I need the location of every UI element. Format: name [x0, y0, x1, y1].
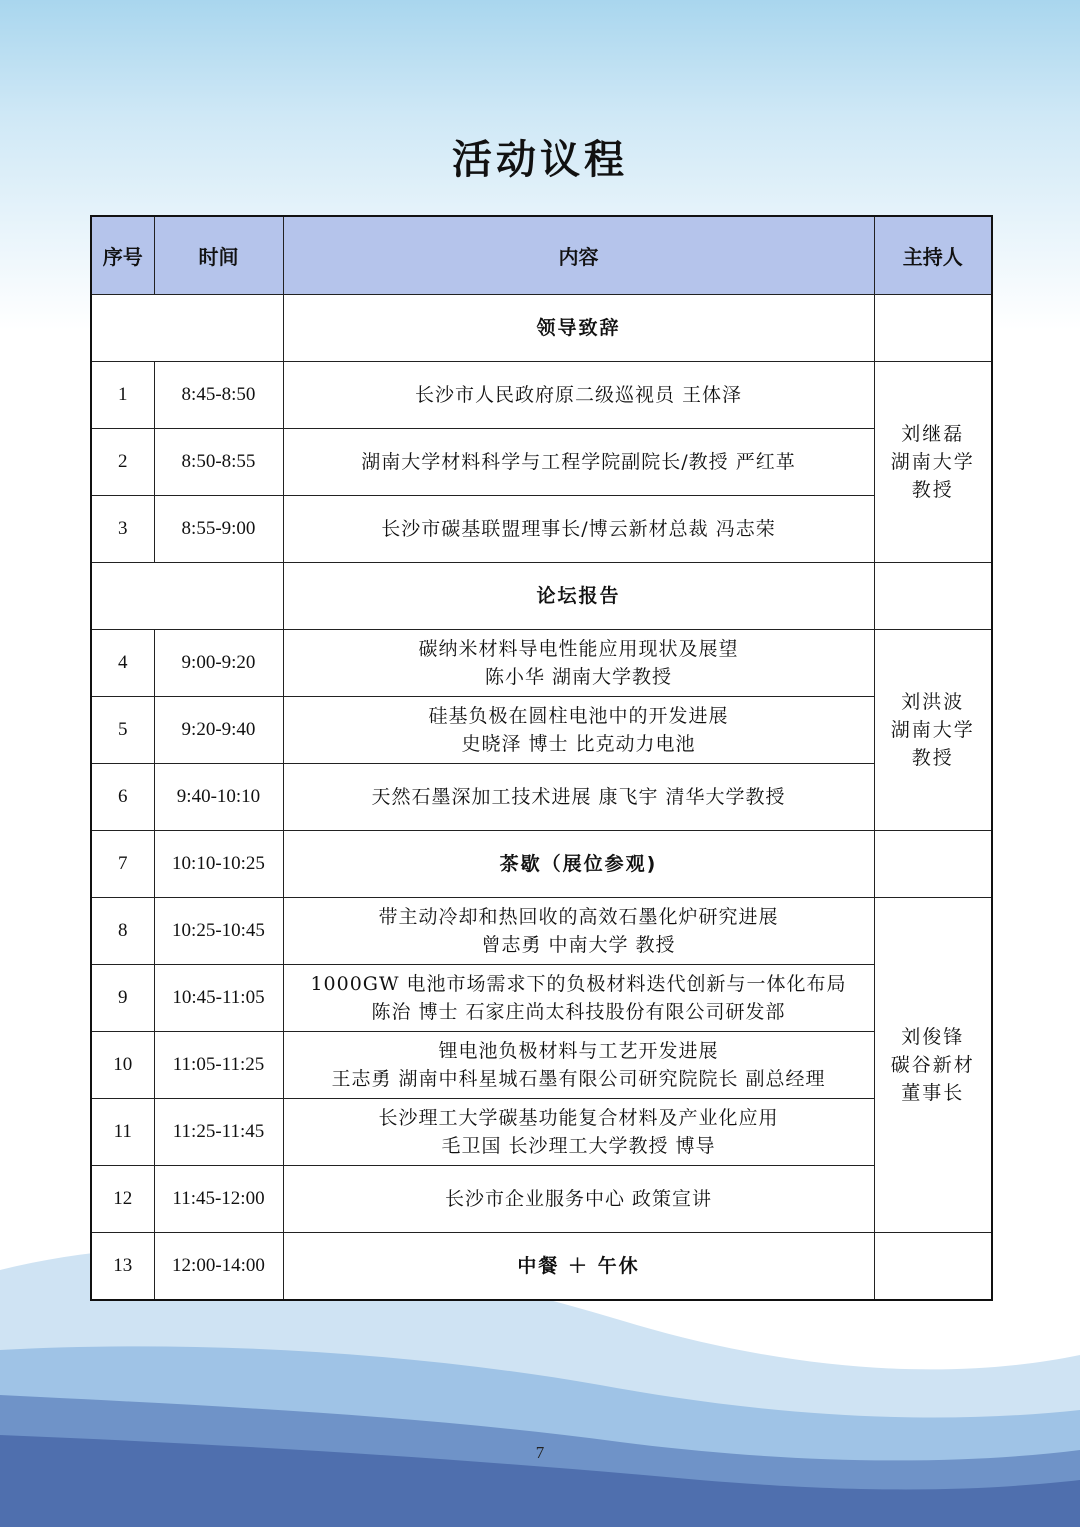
table-header-row — [91, 216, 992, 295]
table-row — [91, 1032, 992, 1099]
row-content: 茶歇（展位参观) — [283, 831, 874, 898]
row-time: 11:25-11:45 — [154, 1099, 283, 1166]
row-content: 中餐 ＋ 午休 — [283, 1233, 874, 1301]
host-name: 刘俊锋 — [901, 1026, 965, 1048]
row-num: 11 — [91, 1099, 154, 1166]
host-role: 教授 — [911, 479, 954, 501]
row-content: 硅基负极在圆柱电池中的开发进展 史晓泽 博士 比克动力电池 — [283, 697, 874, 764]
row-num: 2 — [91, 429, 154, 496]
host-org: 碳谷新材 — [890, 1054, 975, 1076]
page-title: 活动议程 — [452, 137, 628, 183]
row-content: 长沙市企业服务中心 政策宣讲 — [283, 1166, 874, 1233]
host-org: 湖南大学 — [890, 719, 975, 741]
table-row — [91, 1233, 992, 1301]
row-num: 4 — [91, 630, 154, 697]
row-num: 6 — [91, 764, 154, 831]
table-row — [91, 697, 992, 764]
row-num: 10 — [91, 1032, 154, 1099]
table-row — [91, 362, 992, 429]
header-host: 主持人 — [874, 216, 992, 295]
section-title: 领导致辞 — [283, 295, 874, 362]
row-content: 1000GW 电池市场需求下的负极材料迭代创新与一体化布局 陈治 博士 石家庄尚太科技股份有限公司研发部 — [283, 965, 874, 1032]
host-cell — [874, 898, 992, 1233]
table-row — [91, 898, 992, 965]
row-time: 9:00-9:20 — [154, 630, 283, 697]
table-row — [91, 1099, 992, 1166]
row-content: 锂电池负极材料与工艺开发进展 王志勇 湖南中科星城石墨有限公司研究院院长 副总经理 — [283, 1032, 874, 1099]
row-time: 8:50-8:55 — [154, 429, 283, 496]
row-time: 8:55-9:00 — [154, 496, 283, 563]
row-content: 长沙理工大学碳基功能复合材料及产业化应用 毛卫国 长沙理工大学教授 博导 — [283, 1099, 874, 1166]
row-time: 8:45-8:50 — [154, 362, 283, 429]
section-row-leaders — [91, 295, 992, 362]
row-content: 长沙市碳基联盟理事长/博云新材总裁 冯志荣 — [283, 496, 874, 563]
table-row — [91, 764, 992, 831]
header-content: 内容 — [283, 216, 874, 295]
row-time: 12:00-14:00 — [154, 1233, 283, 1301]
row-content: 碳纳米材料导电性能应用现状及展望 陈小华 湖南大学教授 — [283, 630, 874, 697]
host-cell — [874, 362, 992, 563]
host-role: 董事长 — [901, 1082, 965, 1104]
header-num: 序号 — [91, 216, 154, 295]
table-row — [91, 831, 992, 898]
host-org: 湖南大学 — [890, 451, 975, 473]
row-time: 10:10-10:25 — [154, 831, 283, 898]
row-time: 11:05-11:25 — [154, 1032, 283, 1099]
row-num: 7 — [91, 831, 154, 898]
table-row — [91, 429, 992, 496]
row-num: 3 — [91, 496, 154, 563]
row-content: 湖南大学材料科学与工程学院副院长/教授 严红革 — [283, 429, 874, 496]
header-time: 时间 — [154, 216, 283, 295]
section-title: 论坛报告 — [283, 563, 874, 630]
section-row-forum — [91, 563, 992, 630]
row-content: 长沙市人民政府原二级巡视员 王体泽 — [283, 362, 874, 429]
agenda-table — [90, 215, 993, 1301]
host-name: 刘继磊 — [901, 423, 965, 445]
host-cell — [874, 630, 992, 831]
row-num: 1 — [91, 362, 154, 429]
row-time: 11:45-12:00 — [154, 1166, 283, 1233]
row-time: 9:40-10:10 — [154, 764, 283, 831]
row-time: 10:25-10:45 — [154, 898, 283, 965]
row-num: 8 — [91, 898, 154, 965]
row-time: 10:45-11:05 — [154, 965, 283, 1032]
row-num: 13 — [91, 1233, 154, 1301]
row-content: 带主动冷却和热回收的高效石墨化炉研究进展 曾志勇 中南大学 教授 — [283, 898, 874, 965]
table-row — [91, 965, 992, 1032]
row-content: 天然石墨深加工技术进展 康飞宇 清华大学教授 — [283, 764, 874, 831]
row-num: 12 — [91, 1166, 154, 1233]
table-row — [91, 496, 992, 563]
row-num: 5 — [91, 697, 154, 764]
page-number: 7 — [535, 1443, 545, 1462]
host-name: 刘洪波 — [901, 691, 965, 713]
row-num: 9 — [91, 965, 154, 1032]
table-row — [91, 1166, 992, 1233]
table-row — [91, 630, 992, 697]
row-time: 9:20-9:40 — [154, 697, 283, 764]
host-role: 教授 — [911, 747, 954, 769]
